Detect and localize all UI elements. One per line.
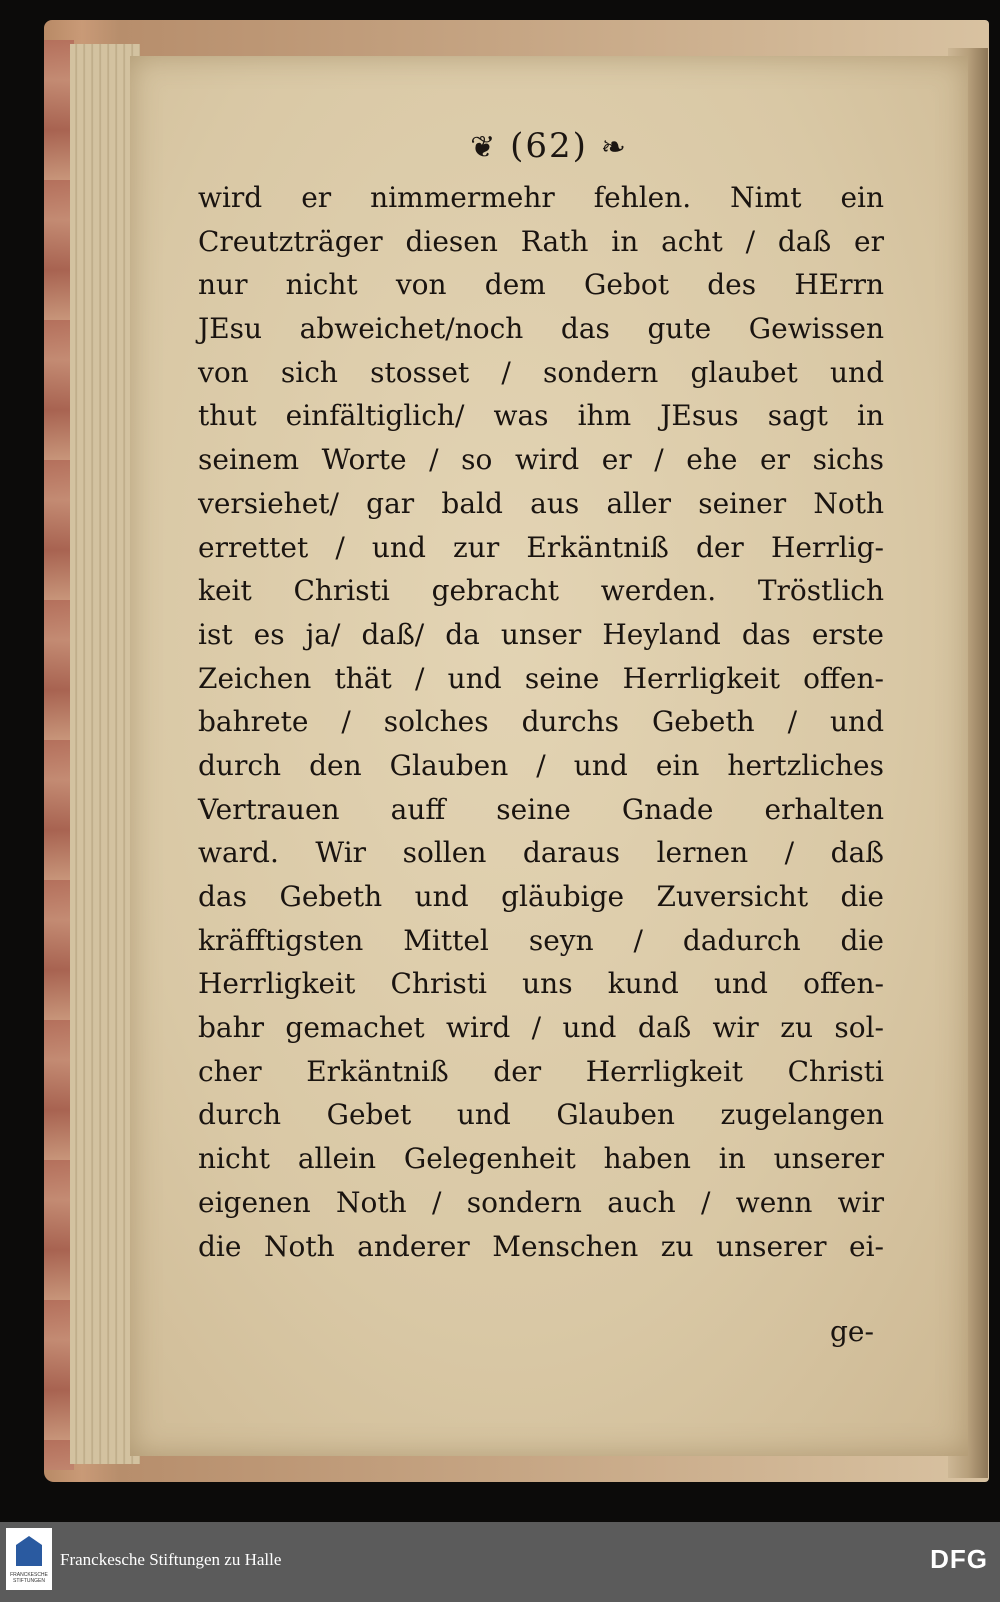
text-line: JEsu abweichet/noch das gute Gewissen — [198, 312, 884, 346]
body-text — [198, 176, 884, 1268]
logo-icon — [16, 1536, 42, 1566]
text-line: wird er nimmermehr fehlen. Nimt ein — [198, 181, 884, 214]
text-line: keit Christi gebracht werden. Tröstlich — [198, 574, 884, 608]
text-line: Vertrauen auff seine Gnade erhalten — [198, 792, 884, 826]
text-line: ist es ja/ daß/ da unser Heyland das erste — [198, 617, 884, 651]
text-line: von sich stosset / sondern glaubet und — [198, 355, 884, 389]
text-line: thut einfältiglich/ was ihm JEsus sagt in — [198, 399, 884, 433]
text-line: seinem Worte / so wird er / ehe er sichs — [198, 443, 884, 477]
ornament-right-icon: ❧ — [600, 130, 628, 165]
text-line: eigenen Noth / sondern auch / wenn wir — [198, 1185, 884, 1219]
catchword: ge- — [830, 1315, 874, 1348]
text-line: errettet / und zur Erkäntniß der Herrlig- — [198, 530, 884, 564]
text-line: Herrligkeit Christi uns kund und offen- — [198, 967, 884, 1001]
text-line: versiehet/ gar bald aus aller seiner Noth — [198, 486, 884, 520]
page-header — [130, 126, 968, 166]
text-line: durch den Glauben / und ein hertzliches — [198, 748, 884, 782]
text-line: kräfftigsten Mittel seyn / dadurch die — [198, 923, 884, 957]
ornament-left-icon: ❦ — [470, 130, 498, 165]
text-line: durch Gebet und Glauben zugelangen — [198, 1098, 884, 1132]
text-line: bahr gemachet wird / und daß wir zu sol- — [198, 1011, 884, 1045]
dfg-logo[interactable]: DFG — [930, 1544, 988, 1574]
text-line: ward. Wir sollen daraus lernen / daß — [198, 836, 884, 870]
book-page — [130, 56, 968, 1456]
text-line: cher Erkäntniß der Herrligkeit Christi — [198, 1054, 884, 1088]
text-line: Zeichen thät / und seine Herrligkeit offen- — [198, 661, 884, 695]
institution-logo[interactable] — [6, 1528, 52, 1590]
text-line: bahrete / solches durchs Gebeth / und — [198, 705, 884, 739]
logo-text: FRANCKESCHE STIFTUNGEN — [10, 1572, 48, 1584]
footer-bar — [0, 1522, 1000, 1602]
page-number: (62) — [510, 126, 588, 166]
text-line: Creutzträger diesen Rath in acht / daß er — [198, 224, 884, 258]
text-line: die Noth anderer Menschen zu unserer ei- — [198, 1229, 884, 1263]
text-line: das Gebeth und gläubige Zuversicht die — [198, 880, 884, 913]
text-line: nur nicht von dem Gebot des HErrn — [198, 268, 884, 302]
institution-name[interactable]: Franckesche Stiftungen zu Halle — [60, 1550, 282, 1569]
text-line: nicht allein Gelegenheit haben in unserer — [198, 1142, 884, 1176]
